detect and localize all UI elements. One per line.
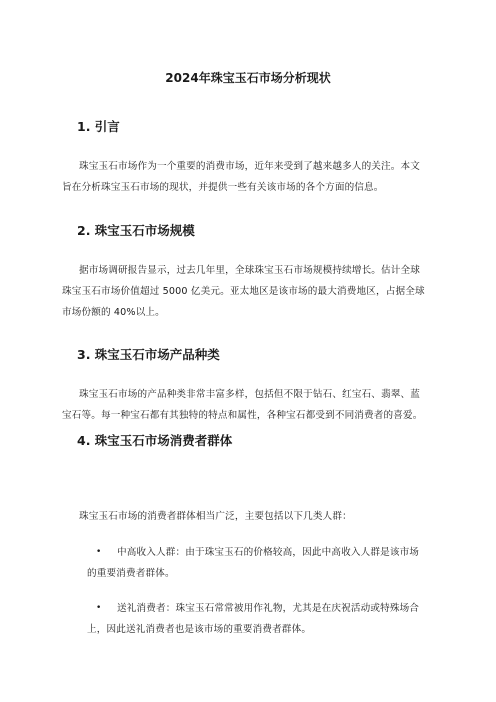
list-item-line: 上，因此送礼消费者也是该市场的重要消费者群体。 bbox=[87, 624, 312, 635]
document-title: 2024年珠宝玉石市场分析现状 bbox=[165, 71, 331, 85]
paragraph-line: 珠宝玉石市场的消费者群体相当广泛，主要包括以下几类人群： bbox=[79, 511, 352, 522]
bullet-dot-icon: • bbox=[96, 547, 102, 557]
paragraph-line: 据市场调研报告显示，过去几年里，全球珠宝玉石市场规模持续增长。估计全球 bbox=[79, 265, 421, 276]
section-heading-product-types: 3. 珠宝玉石市场产品种类 bbox=[77, 347, 220, 362]
section-heading-market-size: 2. 珠宝玉石市场规模 bbox=[77, 223, 195, 238]
bullet-dot-icon: • bbox=[96, 603, 102, 613]
list-item-line: 送礼消费者：珠宝玉石常常被用作礼物，尤其是在庆祝活动或特殊场合 bbox=[117, 603, 420, 614]
paragraph-line: 珠宝玉石市场的产品种类非常丰富多样，包括但不限于钻石、红宝石、翡翠、蓝 bbox=[79, 389, 421, 400]
section-paragraph-product-types bbox=[62, 384, 440, 426]
paragraph-line: 宝石等。每一种宝石都有其独特的特点和属性，各种宝石都受到不同消费者的喜爱。 bbox=[62, 410, 423, 421]
paragraph-line: 旨在分析珠宝玉石市场的现状，并提供一些有关该市场的各个方面的信息。 bbox=[62, 182, 384, 193]
section-paragraph-market-size bbox=[62, 260, 440, 323]
list-item-line: 的重要消费者群体。 bbox=[87, 568, 175, 579]
paragraph-line: 珠宝玉石市场价值超过 5000 亿美元。亚太地区是该市场的最大消费地区，占据全球 bbox=[62, 286, 425, 297]
section-heading-consumer-groups: 4. 珠宝玉石市场消费者群体 bbox=[77, 433, 233, 448]
paragraph-line: 市场份额的 40%以上。 bbox=[62, 307, 165, 318]
section-heading-introduction: 1. 引言 bbox=[77, 119, 120, 134]
paragraph-line: 珠宝玉石市场作为一个重要的消费市场，近年来受到了越来越多人的关注。本文 bbox=[79, 161, 421, 172]
list-item bbox=[79, 598, 441, 640]
section-paragraph-consumer-groups bbox=[62, 506, 440, 527]
list-item-line: 中高收入人群：由于珠宝玉石的价格较高，因此中高收入人群是该市场 bbox=[117, 547, 420, 558]
list-item bbox=[79, 542, 441, 584]
section-paragraph-introduction bbox=[62, 156, 440, 198]
